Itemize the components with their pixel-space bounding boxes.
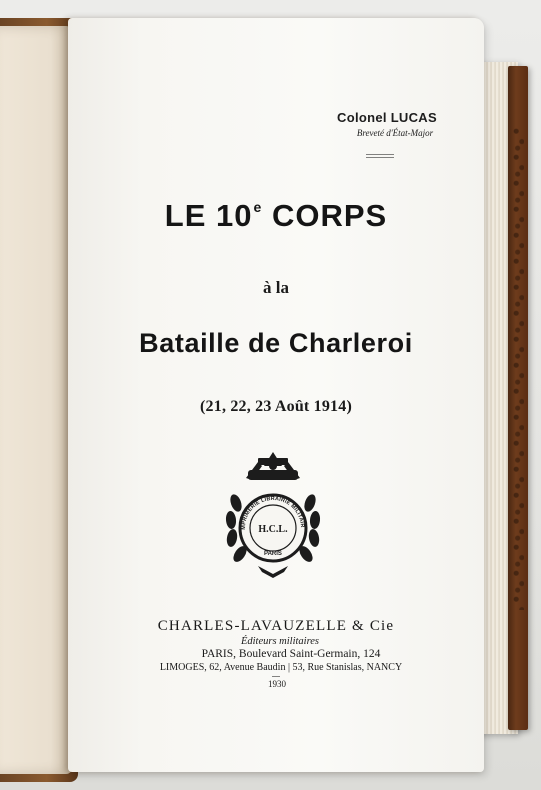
title-connector: à la xyxy=(263,278,289,297)
title-page xyxy=(68,18,484,772)
laurel-wreath-seal-icon xyxy=(218,448,328,578)
title-prefix: LE 10 xyxy=(164,198,253,233)
author-name: Colonel LUCAS xyxy=(337,110,437,125)
seal-initials: H.C.L. xyxy=(258,524,288,535)
left-facing-page xyxy=(0,26,72,774)
publisher-role: Éditeurs militaires xyxy=(240,636,320,647)
publisher-branches: LIMOGES, 62, Avenue Baudin | 53, Rue Stanislas, NANCY xyxy=(159,662,403,673)
publication-year: 1930 xyxy=(268,679,286,689)
author-flourish xyxy=(366,154,394,158)
author-rank: Breveté d'État-Major xyxy=(356,128,434,138)
publisher-block xyxy=(68,618,484,689)
book-subtitle: Bataille de Charleroi xyxy=(139,328,413,358)
seal-ring-text: MPRIMERIE LIBRAIRIE MILITAIR xyxy=(240,495,306,530)
trophy-crest xyxy=(246,452,300,480)
title-superscript: e xyxy=(253,199,263,215)
book-title xyxy=(68,198,484,234)
publisher-rule xyxy=(272,676,280,677)
right-book-cover xyxy=(508,66,528,730)
title-suffix: CORPS xyxy=(271,198,388,233)
publisher-address: PARIS, Boulevard Saint-Germain, 124 xyxy=(201,648,381,660)
seal-city: PARIS xyxy=(264,551,282,557)
book-dates: (21, 22, 23 Août 1914) xyxy=(200,398,352,415)
author-block xyxy=(322,110,452,138)
publisher-name: CHARLES-LAVAUZELLE & Cie xyxy=(157,618,395,634)
